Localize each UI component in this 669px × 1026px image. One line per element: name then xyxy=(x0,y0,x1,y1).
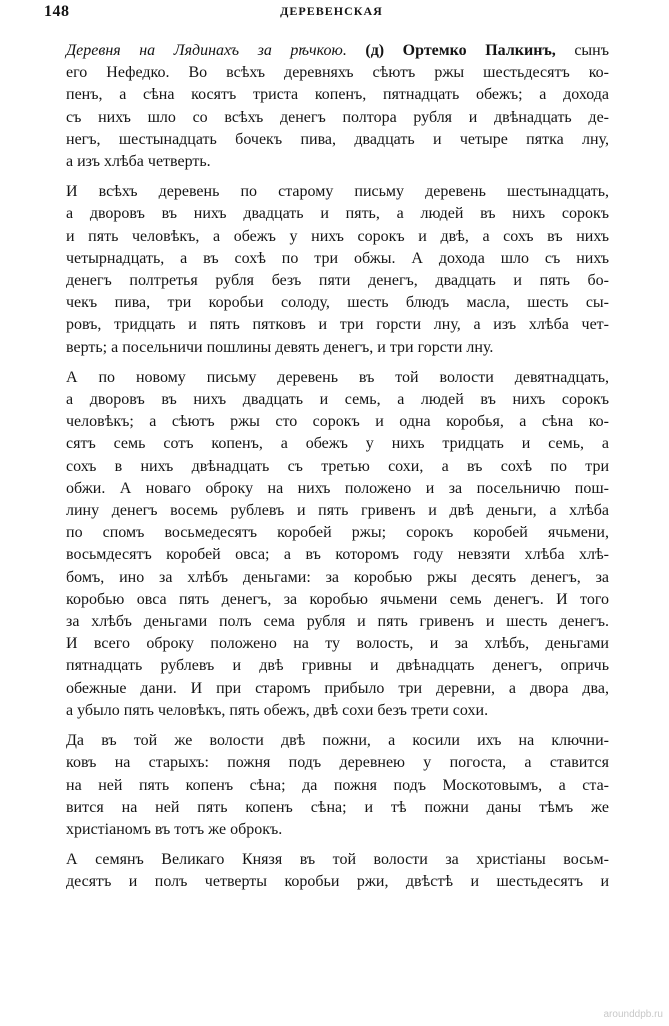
text-line: за хлѣбъ деньгами полъ сема рубля и пять гривенъ и шесть денегъ. xyxy=(66,613,609,631)
paragraph xyxy=(66,730,609,841)
text-line: лину денегъ восемь рублевъ и пять гривенъ и двѣ деньги, а хлѣба xyxy=(66,502,609,520)
text-line: а дворовъ въ нихъ двадцать и пять, а людей въ нихъ сорокъ xyxy=(66,205,609,223)
text-line: его Нефедко. Во всѣхъ деревняхъ сѣютъ ржы шестьдесятъ ко- xyxy=(66,64,609,82)
text-line: пятнадцать рублевъ и двѣ гривны и двѣнадцать денегъ, опричь xyxy=(66,657,609,675)
text-line xyxy=(66,40,609,62)
text-line: а изъ хлѣба четверть. xyxy=(66,153,211,171)
text-line: человѣкъ; а сѣютъ ржы сто сорокъ и одна коробья, а сѣна ко- xyxy=(66,413,609,431)
watermark: arounddpb.ru xyxy=(603,1009,663,1020)
text-line: негъ, шестынадцать бочекъ пива, двадцать и четыре пятка лну, xyxy=(66,130,609,148)
text-line: бомъ, ино за хлѣбъ деньгами: за коробью ржы десять денегъ, за xyxy=(66,568,609,586)
text-line: сятъ семь сотъ копенъ, а обежъ у нихъ тридцать и семь, а xyxy=(66,435,609,453)
text-line: восьмдесятъ коробей овса; а въ которомъ году невзяти хлѣба хлѣ- xyxy=(66,546,609,564)
text-line: чекъ пива, три коробьи солоду, шесть блюдъ масла, шесть сы- xyxy=(66,294,609,312)
text-line: обжи. А новаго оброку на нихъ положено и за посельничю пош- xyxy=(66,479,609,497)
running-head xyxy=(44,3,619,23)
text-line: ровъ, тридцать и пять пятковъ и три горсти лну, а изъ хлѣба чет- xyxy=(66,316,609,334)
paragraph xyxy=(66,40,609,173)
page-number: 148 xyxy=(44,3,70,20)
paragraph xyxy=(66,367,609,722)
text-line: и пять человѣкъ, а обежъ у нихъ сорокъ и двѣ, а сохъ въ нихъ xyxy=(66,227,609,245)
text-line: десятъ и полъ четверты коробьи ржи, двѣстѣ и шестьдесятъ и xyxy=(66,873,609,891)
text-line: христіаномъ въ тотъ же оброкъ. xyxy=(66,820,283,838)
text-line: а убыло пять человѣкъ, пять обежъ, двѣ сохи безъ трети сохи. xyxy=(66,701,489,719)
paragraph xyxy=(66,849,609,893)
text-line: сохъ в нихъ двѣнадцать съ третью сохи, а въ сохѣ по три xyxy=(66,457,609,475)
body-text xyxy=(66,40,609,902)
text-line: вится на ней пять копенъ сѣна; и тѣ пожни даны тѣмъ же xyxy=(66,798,609,816)
person-name: (д) Ортемко Палкинъ, xyxy=(346,42,556,59)
village-heading: Деревня на Лядинахъ за рѣчкою. xyxy=(66,42,347,59)
text-line: обежные дани. И при старомъ прибыло три деревни, а двора два, xyxy=(66,679,609,697)
line-rest: сынъ xyxy=(555,42,610,59)
text-line: на ней пять копенъ сѣна; да пожня подъ Москотовымъ, а ста- xyxy=(66,776,609,794)
text-line: верть; а посельничи пошлины девять денегъ, и три горсти лну. xyxy=(66,338,494,356)
text-line: И всего оброку положено на ту волость, и за хлѣбъ, деньгами xyxy=(66,635,609,653)
text-line: Да въ той же волости двѣ пожни, а косили ихъ на ключни- xyxy=(66,732,609,750)
text-line: А по новому письму деревень въ той волости девятнадцать, xyxy=(66,368,609,386)
text-line: И всѣхъ деревень по старому письму деревень шестынадцать, xyxy=(66,183,609,201)
text-line: денегъ полтретья рубля безъ пяти денегъ, двадцать и пять бо- xyxy=(66,272,609,290)
text-line: А семянъ Великаго Князя въ той волости за христіаны восьм- xyxy=(66,851,609,869)
page-header-title: ДЕРЕВЕНСКАЯ xyxy=(280,4,383,18)
text-line: пенъ, а сѣна косятъ триста копенъ, пятнадцать обежъ; а дохода xyxy=(66,86,609,104)
text-line: по спомъ восьмедесятъ коробей ржы; сорокъ коробей ячьмени, xyxy=(66,524,609,542)
text-line: съ нихъ шло со всѣхъ денегъ полтора рубля и двѣнадцать де- xyxy=(66,108,609,126)
text-line: четырнадцать, а въ сохѣ по три обжы. А дохода шло съ нихъ xyxy=(66,249,609,267)
text-line: коробью овса пять денегъ, за коробью ячьмени семь денегъ. И того xyxy=(66,590,609,608)
paragraph xyxy=(66,181,609,359)
text-line: а дворовъ въ нихъ двадцать и семь, а людей въ нихъ сорокъ xyxy=(66,391,609,409)
text-line: ковъ на старыхъ: пожня подъ деревнею у погоста, а ставится xyxy=(66,754,609,772)
